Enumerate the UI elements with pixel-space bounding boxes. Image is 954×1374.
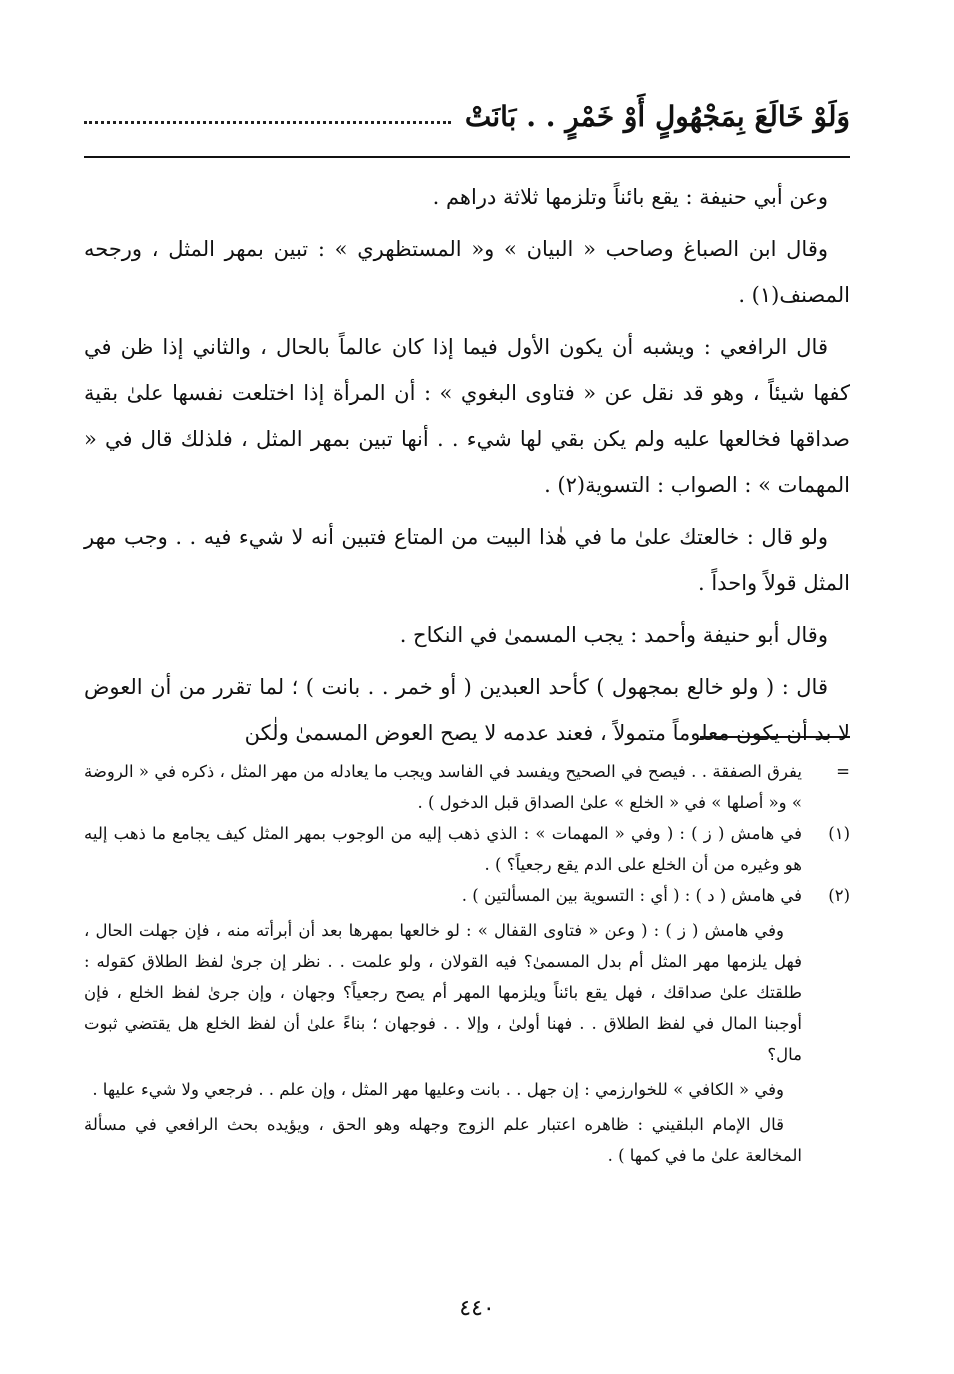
header-dotted-leader	[84, 121, 451, 124]
continuation-mark: =	[836, 762, 850, 781]
footnote-block: وفي هامش ( ز ) : ( وعن « فتاوى القفال » : لو خالعها بمهرها بعد أن أبرأته منه ، فإن جهلت الحال ، فهل يلزمها مهر المثل أم بدل المسمىٰ؟ فيه القولان ، ولو علمت . . نظر إن جرىٰ لفظ الطلاق كقوله : طلقتك علىٰ صداقك ، فهل يقع بائناً ويلزمها المهر أم يصح رجعياً؟ وجهان ، وإن جرىٰ لفظ الخلع ، فإن أوجبنا المال في لفظ الطلاق . . فهنا أولىٰ ، وإلا . . فوجهان ؛ بناءً علىٰ أن لفظ الخلع هل يقتضي ثبوت مال؟	[84, 921, 802, 1064]
paragraph: وقال ابن الصباغ وصاحب « البيان » و« المستظهري » : تبين بمهر المثل ، ورجحه المصنف(١) .	[84, 237, 850, 307]
footnote-2	[84, 880, 850, 911]
footnote-separator	[700, 736, 850, 738]
footnote-marker: (٢)	[828, 886, 850, 905]
page-header	[84, 92, 850, 140]
footnote-continuation	[84, 756, 850, 818]
footnotes	[84, 756, 850, 1171]
footnote-text: يفرق الصفقة . . فيصح في الصحيح ويفسد في الفاسد ويجب ما يعادله من مهر المثل ، ذكره في « الروضة » و« أصلها » في « الخلع » علىٰ الصداق قبل الدخول ) .	[84, 762, 802, 812]
paragraph: وقال أبو حنيفة وأحمد : يجب المسمىٰ في النكاح .	[399, 623, 828, 647]
paragraph: ولو قال : خالعتك علىٰ ما في هٰذا البيت من المتاع فتبين أنه لا شيء فيه . . وجب مهر المثل قولاً واحداً .	[84, 525, 850, 595]
footnote-1	[84, 818, 850, 880]
paragraph: قال الرافعي : ويشبه أن يكون الأول فيما إذا كان عالماً بالحال ، والثاني إذا ظن في كفها شيئاً ، وهو قد نقل عن « فتاوى البغوي » : أن المرأة إذا اختلعت نفسها علىٰ بقية صداقها فخالعها عليه ولم يكن بقي لها شيء . . أنها تبين بمهر المثل ، فلذلك قال في « المهمات » : الصواب : التسوية(٢) .	[84, 335, 850, 497]
paragraph: قال : ( ولو خالع بمجهول ) كأحد العبدين ( أو خمر . . بانت ) ؛ لما تقرر من أن العوض لا بد أن يكون معلوماً متمولاً ، فعند عدمه لا يصح العوض المسمىٰ ولٰكن	[84, 675, 850, 745]
footnote-marker: (١)	[828, 824, 850, 843]
footnote-block: قال الإمام البلقيني : ظاهره اعتبار علم الزوج وجهله وهو الحق ، ويؤيده بحث الرافعي في مسألة المخالعة علىٰ ما في كمها ) .	[84, 1115, 802, 1165]
main-text	[84, 174, 850, 762]
footnote-text: في هامش ( ز ) : ( وفي « المهمات » : الذي ذهب إليه من الوجوب بمهر المثل كيف يجامع ما ذهب إليه هو وغيره من أن الخلع على الدم يقع رجعياً؟ ) .	[84, 824, 802, 874]
page-number: ٤٤٠	[459, 1296, 495, 1321]
paragraph: وعن أبي حنيفة : يقع بائناً وتلزمها ثلاثة دراهم .	[432, 185, 828, 209]
footnote-text: في هامش ( د ) : ( أي : التسوية بين المسألتين ) .	[461, 886, 802, 905]
running-title: وَلَوْ خَالَعَ بِمَجْهُولٍ أَوْ خَمْرٍ . . بَانَتْ	[464, 99, 850, 133]
footnote-block: وفي « الكافي » للخوارزمي : إن جهل . . بانت وعليها مهر المثل ، وإن علم . . فرجعي ولا شيء عليها .	[92, 1080, 784, 1099]
header-rule	[84, 156, 850, 158]
